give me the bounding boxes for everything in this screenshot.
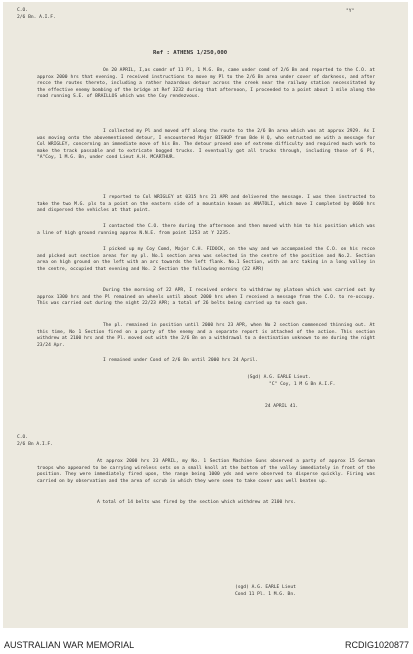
report-date: 24 APRIL 41. [265,404,299,409]
paragraph-5: I picked up my Coy Comd, Major C.H. FIDOCK, on the way and we accompanied the C.O. on his recce and picked out section areas for my pl. No.1 section area was selected in the centre of the position and No.2. Section area on high ground on the left with an arc towards the left flank. No.1 Section, with an arc taking in a long valley in the centre, occupied that evening and No. 2 Section the following morning (22 APR) [37,247,375,272]
paragraph-2: I collected my Pl and moved off along the route to the 2/6 Bn area which was at approx 2929. As I was moving onto the abovementioned detour, I encountered Major BISHOP from Bde H Q, who entrusted me with a message for Col WRIGLEY, concerning an immediate move of his Bn. The detour proved one of extreme difficulty and required much work to make the track passable and to extricate bogged trucks. I eventually got all trucks through, including those of 6 Pl, "A"Coy, 1 M.G. Bn, under cond Lieut A.H. MCARTHUR. [37,129,375,161]
signature-2-unit: Cond 11 Pl. 1 M.G. Bn. [235,592,296,597]
signature-1: (Sgd) A.G. EARLE Lieut. [247,375,311,380]
signature-1-unit: "C" Coy, 1 M G Bn A.I.F. [269,382,336,387]
paragraph-4: I contacted the C.O. there during the afternoon and then moved with him to his position which was a line of high ground running approx N.N.E. from point 1253 at Y 2235. [37,224,375,236]
paragraph-1: On 20 APRIL, I,as comdr of 11 Pl, 1 M.G. Bn, came under comd of 2/6 Bn and reported to the C.O. at approx 2000 hrs that evening. I received instructions to move my Pl to the 2/6 Bn area under cover of darkness, and after recce the routes thereto, including a rather hazardous detour across the creek near the railway station necessitated by the effective enemy bombing of the bridge at Ref 3232 during that afternoon, I proceeded to a point about 1 mile along the road running S.E. of BRAILLOS which was the Coy rendezvous. [37,68,375,100]
action-paragraph-2: A total of 14 belts was fired by the section which withdrew at 2100 hrs. [97,500,297,505]
archive-footer [0,630,413,654]
page-tag: "Y" [346,9,355,14]
signature-2: (sgd) A.G. EARLE Lieut [235,585,296,590]
paragraph-3: I reported to Col WRIGLEY at 0315 hrs 21 APR and delivered the message. I was then instructed to take the two M.G. pls to a point on the eastern side of a mountain known as ANATOLI, which move I completed by 0600 hrs and dispersed the vehicles at that point. [37,195,375,214]
map-reference: Ref : ATHENS 1/250,000 [153,50,228,56]
addressee: C.O. [17,8,29,13]
archive-name: AUSTRALIAN WAR MEMORIAL [4,640,135,650]
action-paragraph-1: At approx 2000 hrs 23 APRIL, my No. 1 Section Machine Guns observed a party of approx 15 German troops who appeared to be carrying wireless sets on a small knoll at the bottom of the valley immediately in front of the position. They were immediately fired upon, the range being 1000 yds and were observed to disperse quickly. Firing was carried on by observation and the area of scrub in which they were seen to take cover was well beaten up. [37,459,375,484]
addressee-2: C.O. [17,435,29,440]
paragraph-7: The pl. remained in position until 2000 hrs 23 APR, when No 2 section commenced thinning out. At this time, No 1 Section fired on a party of the enemy and a separate report is attached of the action. This section withdrew at 2100 hrs and the Pl. moved out with the 2/6 Bn on a withdrawal to a destination unknown to me during the night 23/24 Apr. [37,323,375,348]
paragraph-6: During the morning of 22 APR, I received orders to withdraw my platoon which was carried out by approx 1300 hrs and the Pl remained on wheels until about 2000 hrs when I received a message from the C.O. to re-occupy. This was carried out during the night 22/23 APR; a total of 26 belts being carried up to each gun. [37,288,375,307]
paragraph-8: I remained under Cond of 2/6 Bn until 2000 hrs 24 April. [103,358,258,363]
archive-id: RCDIG1020877 [344,640,409,650]
unit: 2/6 Bn. A.I.F. [17,15,56,20]
document-page [3,2,408,628]
unit-2: 2/6 Bn A.I.F. [17,442,53,447]
